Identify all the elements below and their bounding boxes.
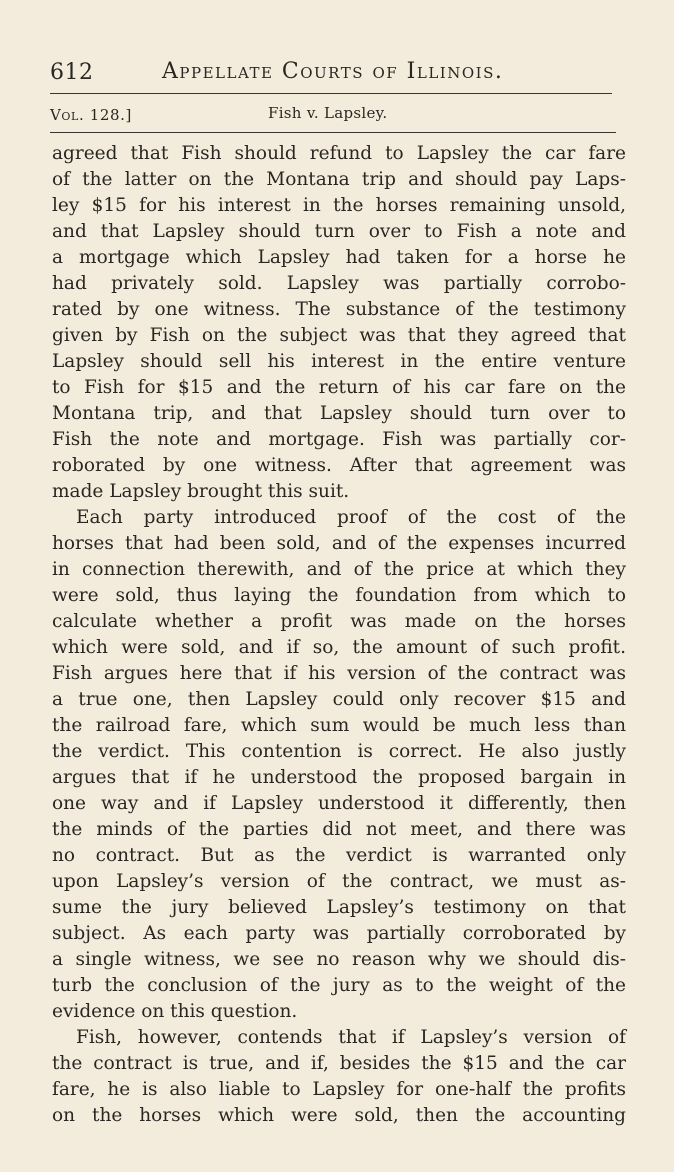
text-line: sume the jury believed Lapsley’s testimony on that — [52, 897, 626, 918]
text-line: horses that had been sold, and of the expenses incurred — [52, 533, 626, 554]
text-line: and that Lapsley should turn over to Fish a note and — [52, 221, 626, 242]
header-rule-bottom — [50, 132, 616, 133]
text-line: Fish, however, contends that if Lapsley’s version of — [76, 1027, 626, 1048]
text-line: made Lapsley brought this suit. — [52, 481, 350, 502]
page-number: 612 — [50, 60, 94, 85]
running-title: Appellate Courts of Illinois. — [162, 59, 504, 84]
text-line: given by Fish on the subject was that they agreed that — [52, 325, 626, 346]
text-line: a single witness, we see no reason why we should dis- — [52, 949, 626, 970]
case-caption: Fish v. Lapsley. — [268, 104, 388, 122]
text-line: turb the conclusion of the jury as to the weight of the — [52, 975, 626, 996]
text-line: agreed that Fish should refund to Lapsley the car fare — [52, 143, 626, 164]
text-line: upon Lapsley’s version of the contract, we must as- — [52, 871, 626, 892]
body-text — [52, 141, 626, 1129]
text-line: were sold, thus laying the foundation from which to — [52, 585, 626, 606]
text-line: roborated by one witness. After that agreement was — [52, 455, 626, 476]
text-line: argues that if he understood the proposed bargain in — [52, 767, 626, 788]
text-line: had privately sold. Lapsley was partially corrobo- — [52, 273, 626, 294]
text-line: Fish the note and mortgage. Fish was partially cor- — [52, 429, 626, 450]
volume-label: Vol. 128.] — [50, 106, 132, 124]
running-head — [50, 56, 630, 92]
text-line: rated by one witness. The substance of the testimony — [52, 299, 626, 320]
text-line: one way and if Lapsley understood it differently, then — [52, 793, 626, 814]
text-line: calculate whether a profit was made on the horses — [52, 611, 626, 632]
text-line: subject. As each party was partially corroborated by — [52, 923, 626, 944]
text-line: Montana trip, and that Lapsley should turn over to — [52, 403, 626, 424]
text-line: of the latter on the Montana trip and should pay Laps- — [52, 169, 626, 190]
text-line: no contract. But as the verdict is warranted only — [52, 845, 626, 866]
header-rule-top — [50, 93, 612, 94]
text-line: Fish argues here that if his version of the contract was — [52, 663, 626, 684]
text-line: on the horses which were sold, then the accounting — [52, 1105, 626, 1126]
text-line: the railroad fare, which sum would be much less than — [52, 715, 626, 736]
text-line: to Fish for $15 and the return of his car fare on the — [52, 377, 626, 398]
text-line: a mortgage which Lapsley had taken for a horse he — [52, 247, 626, 268]
text-line: a true one, then Lapsley could only recover $15 and — [52, 689, 626, 710]
text-line: in connection therewith, and of the price at which they — [52, 559, 626, 580]
text-line: the minds of the parties did not meet, and there was — [52, 819, 626, 840]
text-line: which were sold, and if so, the amount of such profit. — [52, 637, 626, 658]
text-line: Lapsley should sell his interest in the entire venture — [52, 351, 626, 372]
text-line: Each party introduced proof of the cost of the — [76, 507, 626, 528]
text-line: the verdict. This contention is correct. He also justly — [52, 741, 626, 762]
text-line: fare, he is also liable to Lapsley for one-half the profits — [52, 1079, 626, 1100]
text-line: the contract is true, and if, besides the $15 and the car — [52, 1053, 626, 1074]
text-line: ley $15 for his interest in the horses remaining unsold, — [52, 195, 626, 216]
text-line: evidence on this question. — [52, 1001, 298, 1022]
